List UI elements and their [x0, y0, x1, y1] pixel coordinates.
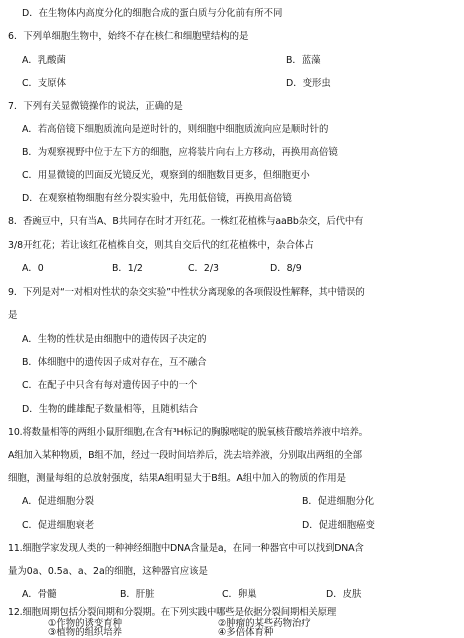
q7-option-c: C．用显微镜的凹面反光镜反光，观察到的细胞数目更多，但细胞更小 — [22, 170, 310, 181]
q10-stem-line1: 10.将数量相等的两组小鼠肝细胞,在含有³H标记的胸腺嘧啶的脱氧核苷酸培养液中培养。 — [8, 427, 368, 438]
q6-option-c: C．支原体 — [22, 78, 67, 89]
q8-option-b: B．1/2 — [112, 263, 143, 274]
q10-option-c: C．促进细胞衰老 — [22, 520, 95, 531]
q6-option-d: D．变形虫 — [286, 78, 331, 89]
q7-stem: 7．下列有关显微镜操作的说法，正确的是 — [8, 101, 183, 112]
q11-option-b: B．肝脏 — [120, 589, 155, 600]
q9-option-c: C．在配子中只含有每对遗传因子中的一个 — [22, 380, 198, 391]
q6-option-b: B．蓝藻 — [286, 55, 321, 66]
q8-stem-line1: 8．香豌豆中，只有当A、B共同存在时才开红花。一株红花植株与aaBb杂交，后代中有 — [8, 216, 364, 227]
q10-option-b: B．促进细胞分化 — [302, 496, 375, 507]
q9-option-d: D．生物的雌雄配子数量相等，且随机结合 — [22, 404, 198, 415]
q7-option-b: B．为观察视野中位于左下方的细胞，应将装片向右上方移动，再换用高倍镜 — [22, 147, 338, 158]
q10-stem-line2: A组加入某种物质，B组不加，经过一段时间培养后，洗去培养液，分别取出两组的全部 — [8, 450, 362, 461]
q12-item-1: ①作物的诱变育种 — [48, 618, 123, 629]
q8-option-c: C．2/3 — [188, 263, 220, 274]
q11-stem-line2: 量为0a、0.5a、a、2a的细胞，这种器官应该是 — [8, 566, 208, 577]
q11-stem-line1: 11.细胞学家发现人类的一种神经细胞中DNA含量是a，在同一种器官中可以找到DNA含 — [8, 543, 364, 554]
q10-option-d: D．促进细胞癌变 — [302, 520, 375, 531]
q12-item-2: ②肿瘤的某些药物治疗 — [218, 618, 311, 629]
q8-option-d: D．8/9 — [270, 263, 302, 274]
q11-option-a: A．骨髓 — [22, 589, 57, 600]
q6-option-a: A．乳酸菌 — [22, 55, 66, 66]
q5-option-d: D．在生物体内高度分化的细胞合成的蛋白质与分化前有所不同 — [22, 8, 283, 19]
q12-item-3: ③植物的组织培养 — [48, 627, 123, 638]
q9-stem-line2: 是 — [8, 310, 18, 321]
q10-option-a: A．促进细胞分裂 — [22, 496, 95, 507]
q8-option-a: A．0 — [22, 263, 44, 274]
q11-option-c: C．卵巢 — [222, 589, 257, 600]
q8-stem-line2: 3/8开红花；若让该红花植株自交，则其自交后代的红花植株中，杂合体占 — [8, 240, 314, 251]
q9-stem-line1: 9．下列是对“一对相对性状的杂交实验”中性状分离现象的各项假设性解释，其中错误的 — [8, 287, 365, 298]
q9-option-a: A．生物的性状是由细胞中的遗传因子决定的 — [22, 334, 207, 345]
q10-stem-line3: 细胞，测量每组的总放射强度，结果A组明显大于B组。A组中加入的物质的作用是 — [8, 473, 347, 484]
q7-option-d: D．在观察植物细胞有丝分裂实验中，先用低倍镜，再换用高倍镜 — [22, 193, 292, 204]
q12-item-4: ④多倍体育种 — [218, 627, 274, 638]
q12-stem: 12.细胞周期包括分裂间期和分裂期。在下列实践中哪些是依据分裂间期相关原理 — [8, 607, 337, 618]
q11-option-d: D．皮肤 — [326, 589, 362, 600]
q7-option-a: A．若高倍镜下细胞质流向是逆时针的，则细胞中细胞质流向应是顺时针的 — [22, 124, 329, 135]
q9-option-b: B．体细胞中的遗传因子成对存在，互不融合 — [22, 357, 207, 368]
q6-stem: 6．下列单细胞生物中，始终不存在核仁和细胞壁结构的是 — [8, 31, 249, 42]
